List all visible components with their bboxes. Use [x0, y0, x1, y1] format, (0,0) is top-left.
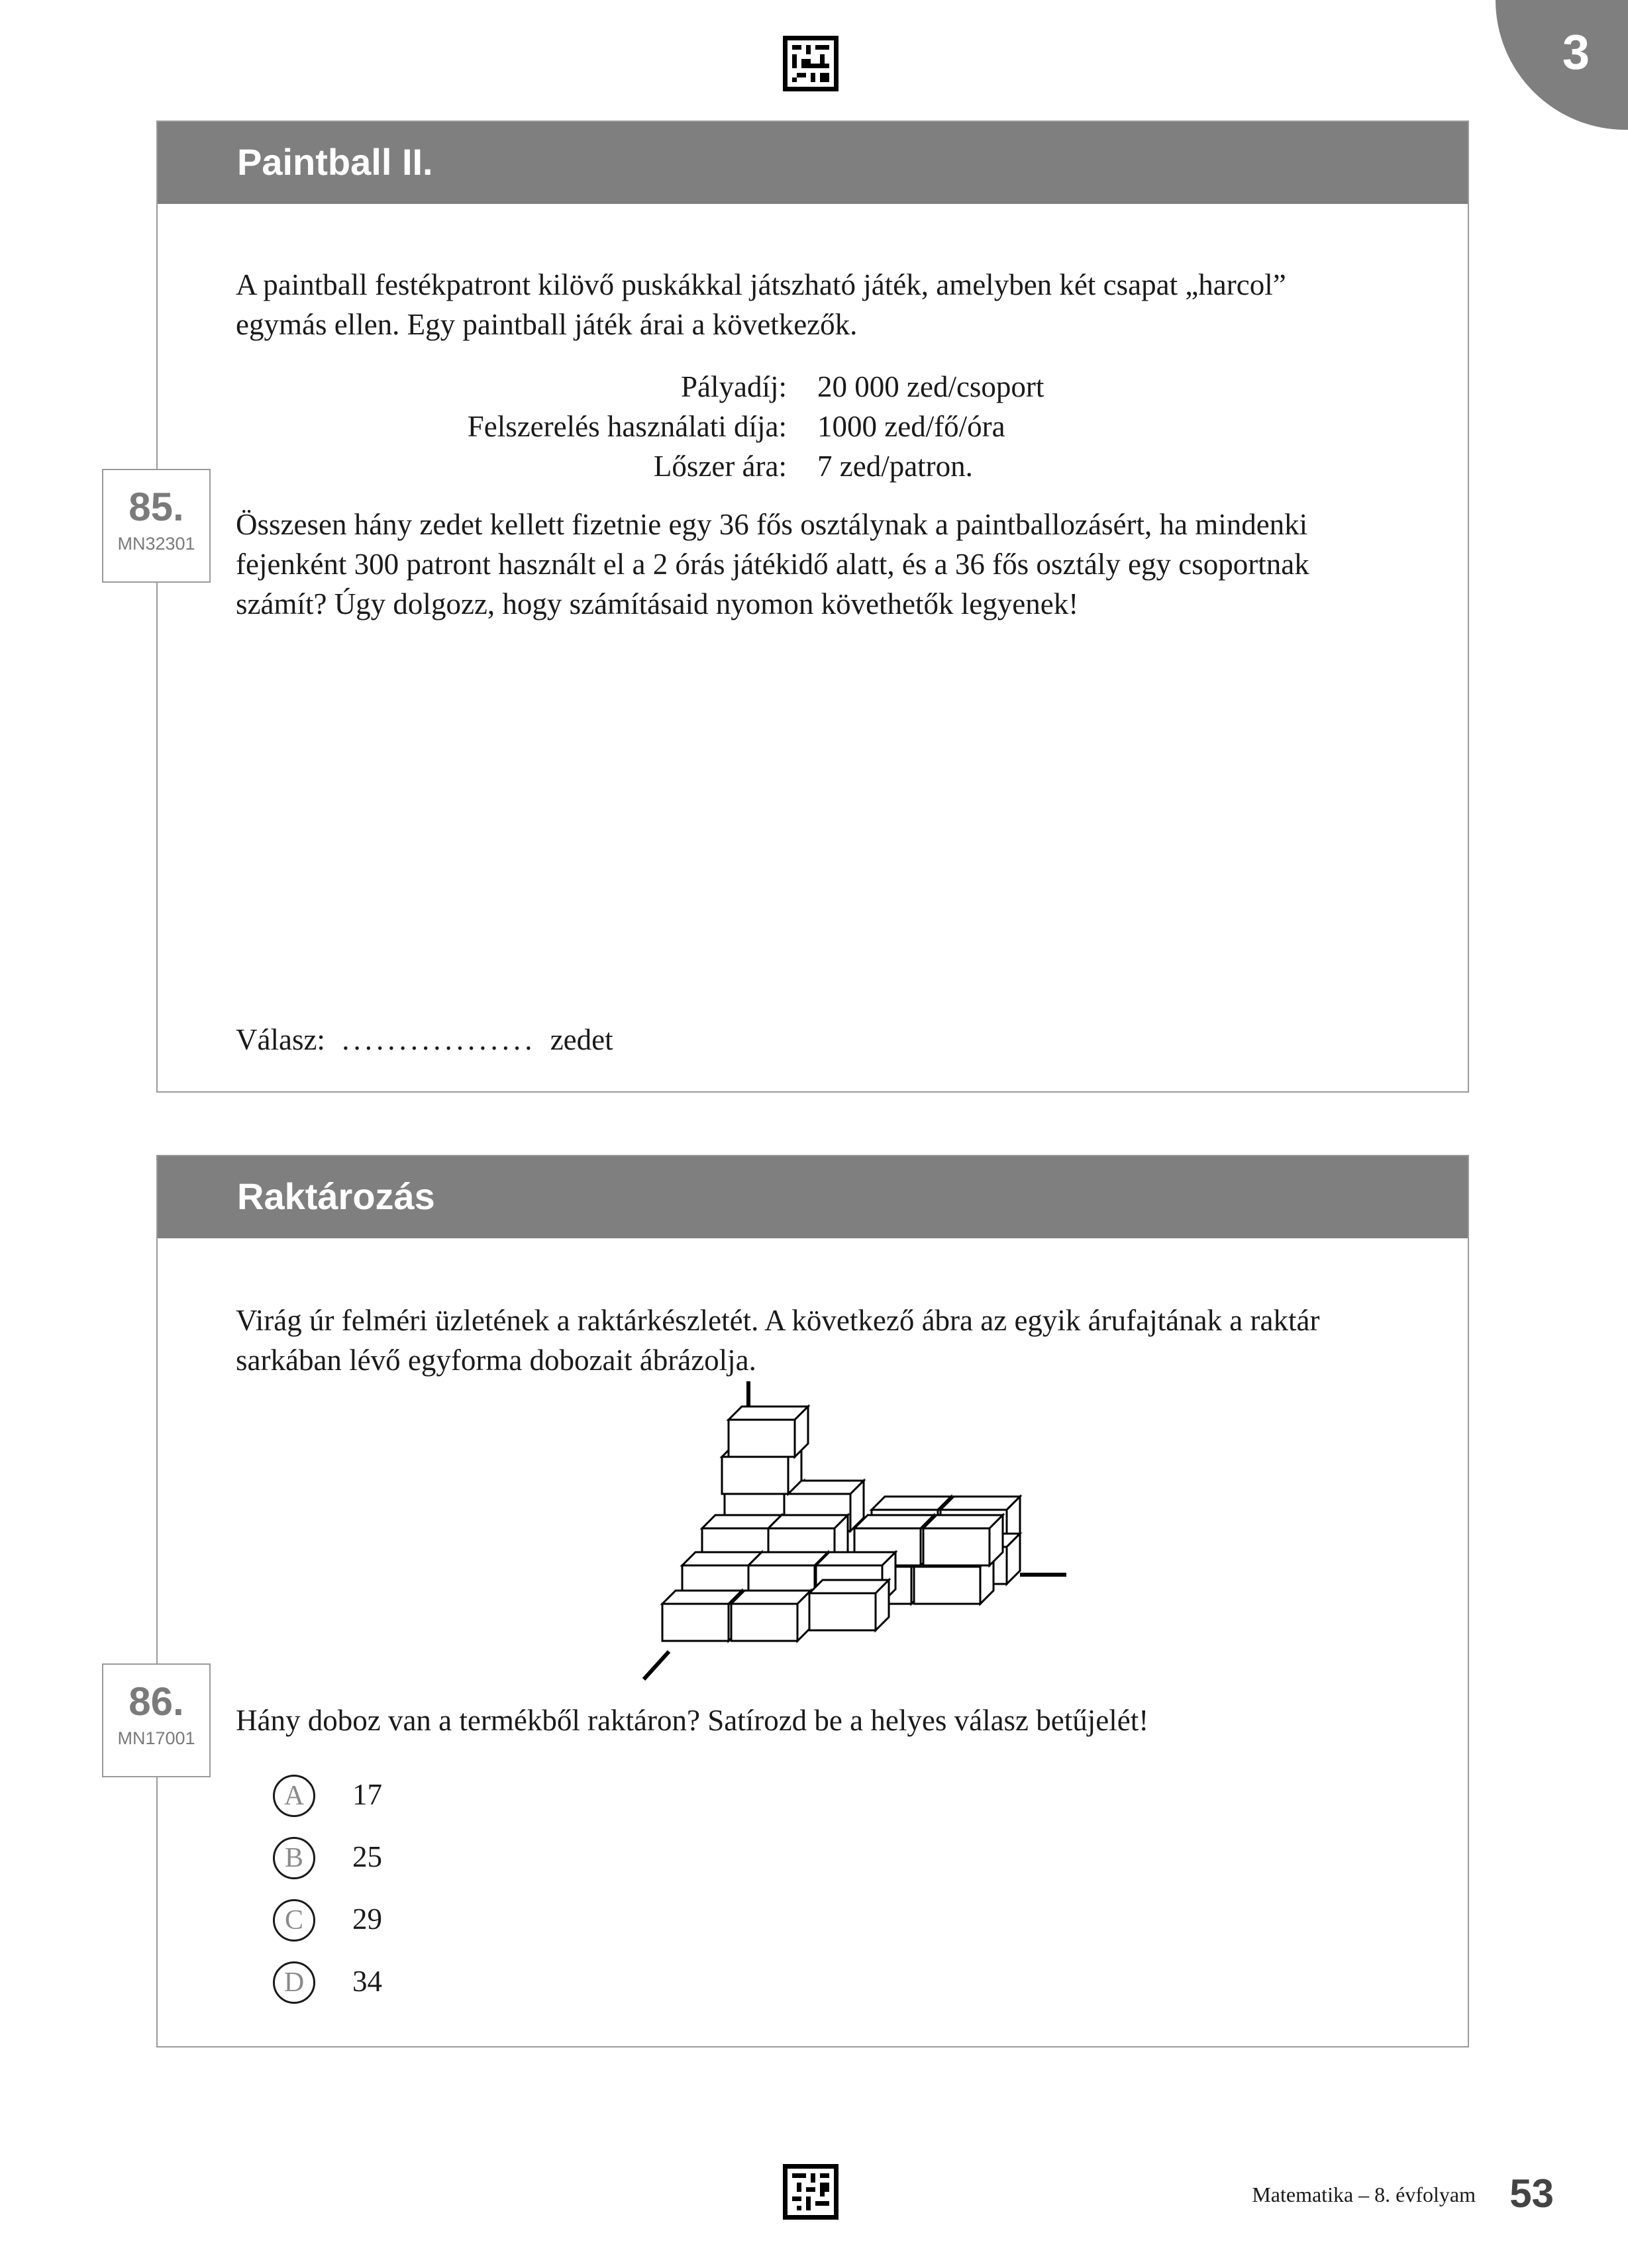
- question-number: 85.: [128, 485, 184, 529]
- chapter-tab: [1496, 0, 1628, 130]
- task-85-intro-line2: egymás ellen. Egy paintball játék árai a következők.: [236, 308, 858, 341]
- task-85-question: [236, 505, 1454, 624]
- answer-unit: zedet: [550, 1023, 613, 1056]
- option-letter-circle[interactable]: B: [273, 1837, 315, 1879]
- task-86-intro: [236, 1301, 1454, 1380]
- task-86-title: Raktározás: [237, 1175, 435, 1217]
- question-86-number-box: [102, 1663, 211, 1777]
- chapter-number: 3: [1562, 25, 1590, 79]
- footer-subject: Matematika – 8. évfolyam: [1252, 2183, 1476, 2206]
- answer-line: [236, 1022, 613, 1057]
- answer-label: Válasz:: [236, 1023, 325, 1056]
- task-86-question: Hány doboz van a termékből raktáron? Satírozd be a helyes válasz betűjelét!: [236, 1704, 1149, 1737]
- bottom-qr-code: [783, 2164, 839, 2220]
- price-value: 1000 zed/fő/óra: [817, 410, 1005, 443]
- task-85-question-line1: Összesen hány zedet kellett fizetnie egy 36 fős osztálynak a paintballozásért, ha mindenki: [236, 508, 1308, 541]
- option-letter-circle[interactable]: A: [273, 1775, 315, 1817]
- price-label: Pályadíj:: [681, 370, 787, 403]
- task-85-question-line3: számít? Úgy dolgozz, hogy számításaid nyomon követhetők legyenek!: [236, 587, 1079, 620]
- option-letter-circle[interactable]: C: [273, 1899, 315, 1942]
- option-value: 29: [352, 1902, 382, 1936]
- price-label: Felszerelés használati díja:: [467, 410, 787, 443]
- box-stack-drawing: [636, 1381, 1073, 1686]
- answer-field[interactable]: .................: [342, 1023, 536, 1056]
- task-85-title: Paintball II.: [237, 141, 433, 183]
- box-stack-figure: [636, 1381, 1073, 1689]
- option-value: 17: [352, 1778, 382, 1811]
- question-85-number-box: [102, 469, 211, 583]
- task-85-header: [158, 122, 1468, 204]
- page-number: 53: [1509, 2171, 1554, 2216]
- task-85-question-line2: fejenként 300 patront használt el a 2 órás játékidő alatt, és a 36 fős osztály egy csoportnak: [236, 548, 1309, 581]
- question-code: MN32301: [117, 534, 195, 554]
- task-85-intro: [236, 265, 1454, 344]
- task-85-intro-line1: A paintball festékpatront kilövő puskákkal játszható játék, amelyben két csapat „harcol”: [236, 268, 1286, 301]
- option-value: 25: [352, 1840, 382, 1873]
- task-86-header: [158, 1156, 1468, 1238]
- price-value: 7 zed/patron.: [817, 450, 973, 483]
- task-86-intro-line2: sarkában lévő egyforma dobozait ábrázolja.: [236, 1344, 756, 1377]
- price-label: Lőszer ára:: [653, 450, 787, 483]
- question-number: 86.: [128, 1679, 184, 1724]
- question-code: MN17001: [117, 1728, 195, 1748]
- option-letter-circle[interactable]: D: [273, 1961, 315, 2004]
- task-86-intro-line1: Virág úr felméri üzletének a raktárkészletét. A következő ábra az egyik árufajtának a raktár: [236, 1304, 1320, 1337]
- option-value: 34: [352, 1965, 382, 1998]
- price-value: 20 000 zed/csoport: [817, 370, 1044, 403]
- top-qr-code: [783, 36, 839, 91]
